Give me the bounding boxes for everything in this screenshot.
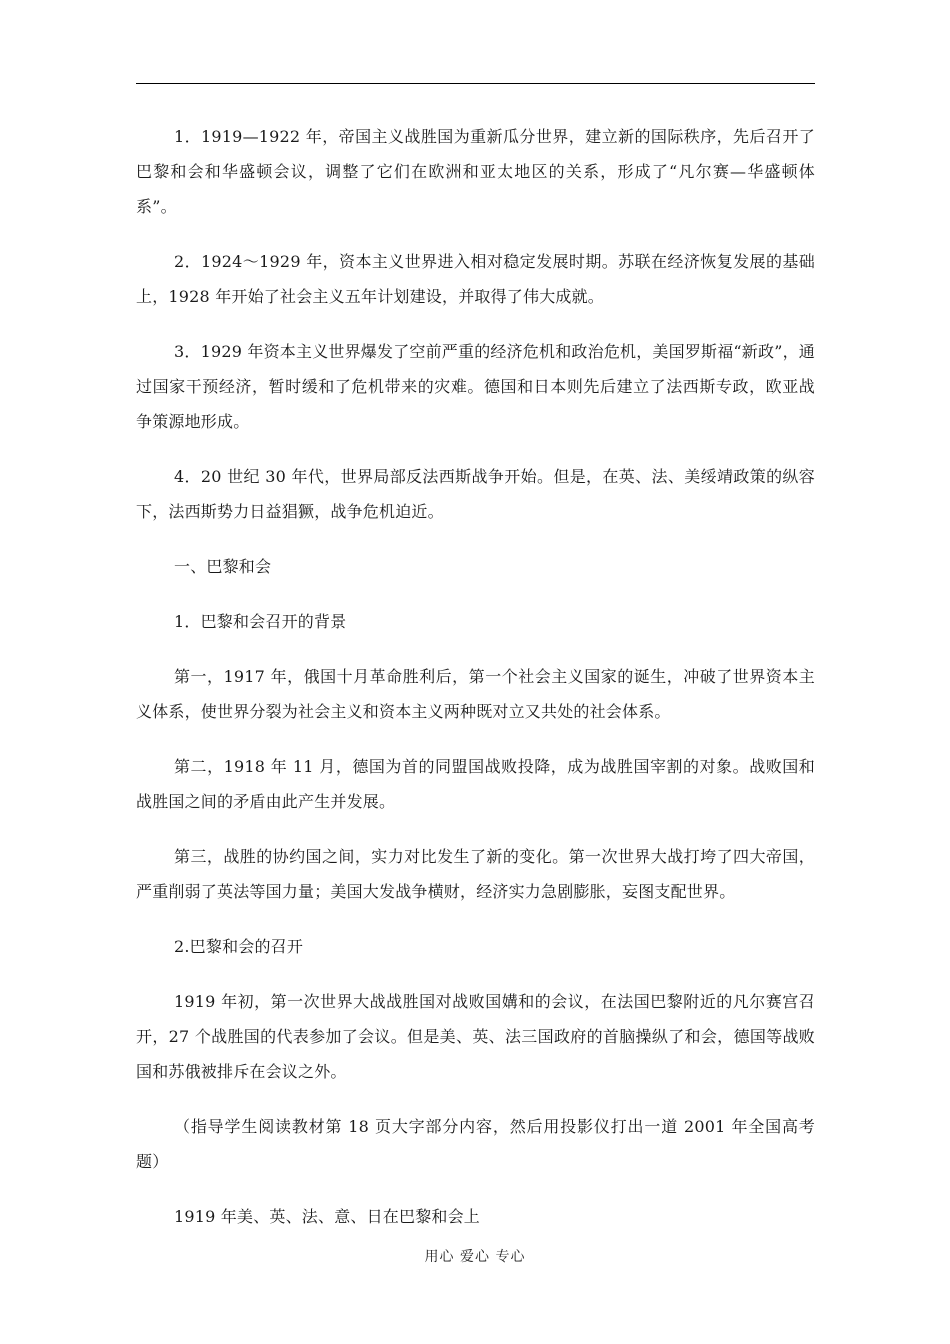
paragraph-summary-4: 4．20 世纪 30 年代，世界局部反法西斯战争开始。但是，在英、法、美绥靖政策的纵容下，法西斯势力日益猖獗，战争危机迫近。	[136, 467, 815, 521]
paragraph-convening: 1919 年初，第一次世界大战战胜国对战败国媾和的会议，在法国巴黎附近的凡尔赛宫召开，27 个战胜国的代表参加了会议。但是美、英、法三国政府的首脑操纵了和会，德国等战败国和苏俄被排斥在会议之外。	[136, 992, 815, 1081]
page-footer: 用心 爱心 专心	[424, 1249, 526, 1265]
subsection-heading-convening: 2.巴黎和会的召开	[174, 937, 304, 956]
paragraph-summary-1: 1．1919—1922 年，帝国主义战胜国为重新瓜分世界，建立新的国际秩序，先后召开了巴黎和会和华盛顿会议，调整了它们在欧洲和亚太地区的关系，形成了“凡尔赛—华盛顿体系”。	[136, 127, 815, 216]
paragraph-third-reason: 第三，战胜的协约国之间，实力对比发生了新的变化。第一次世界大战打垮了四大帝国，严重削弱了英法等国力量；美国大发战争横财，经济实力急剧膨胀，妄图支配世界。	[136, 847, 815, 901]
subsection-heading-background: 1．巴黎和会召开的背景	[174, 612, 347, 631]
section-heading: 一、巴黎和会	[174, 557, 272, 576]
document-body	[136, 119, 815, 1234]
paragraph-exam-question: 1919 年美、英、法、意、日在巴黎和会上	[174, 1207, 481, 1226]
paragraph-teaching-note: （指导学生阅读教材第 18 页大字部分内容，然后用投影仪打出一道 2001 年全国高考题）	[136, 1117, 815, 1171]
paragraph-summary-2: 2．1924～1929 年，资本主义世界进入相对稳定发展时期。苏联在经济恢复发展的基础上，1928 年开始了社会主义五年计划建设，并取得了伟大成就。	[136, 252, 815, 306]
paragraph-first-reason: 第一，1917 年，俄国十月革命胜利后，第一个社会主义国家的诞生，冲破了世界资本主义体系，使世界分裂为社会主义和资本主义两种既对立又共处的社会体系。	[136, 667, 815, 721]
header-rule	[136, 83, 815, 84]
paragraph-summary-3: 3．1929 年资本主义世界爆发了空前严重的经济危机和政治危机，美国罗斯福“新政”，通过国家干预经济，暂时缓和了危机带来的灾难。德国和日本则先后建立了法西斯专政，欧亚战争策源地形成。	[136, 342, 815, 431]
paragraph-second-reason: 第二，1918 年 11 月，德国为首的同盟国战败投降，成为战胜国宰割的对象。战败国和战胜国之间的矛盾由此产生并发展。	[136, 757, 815, 811]
